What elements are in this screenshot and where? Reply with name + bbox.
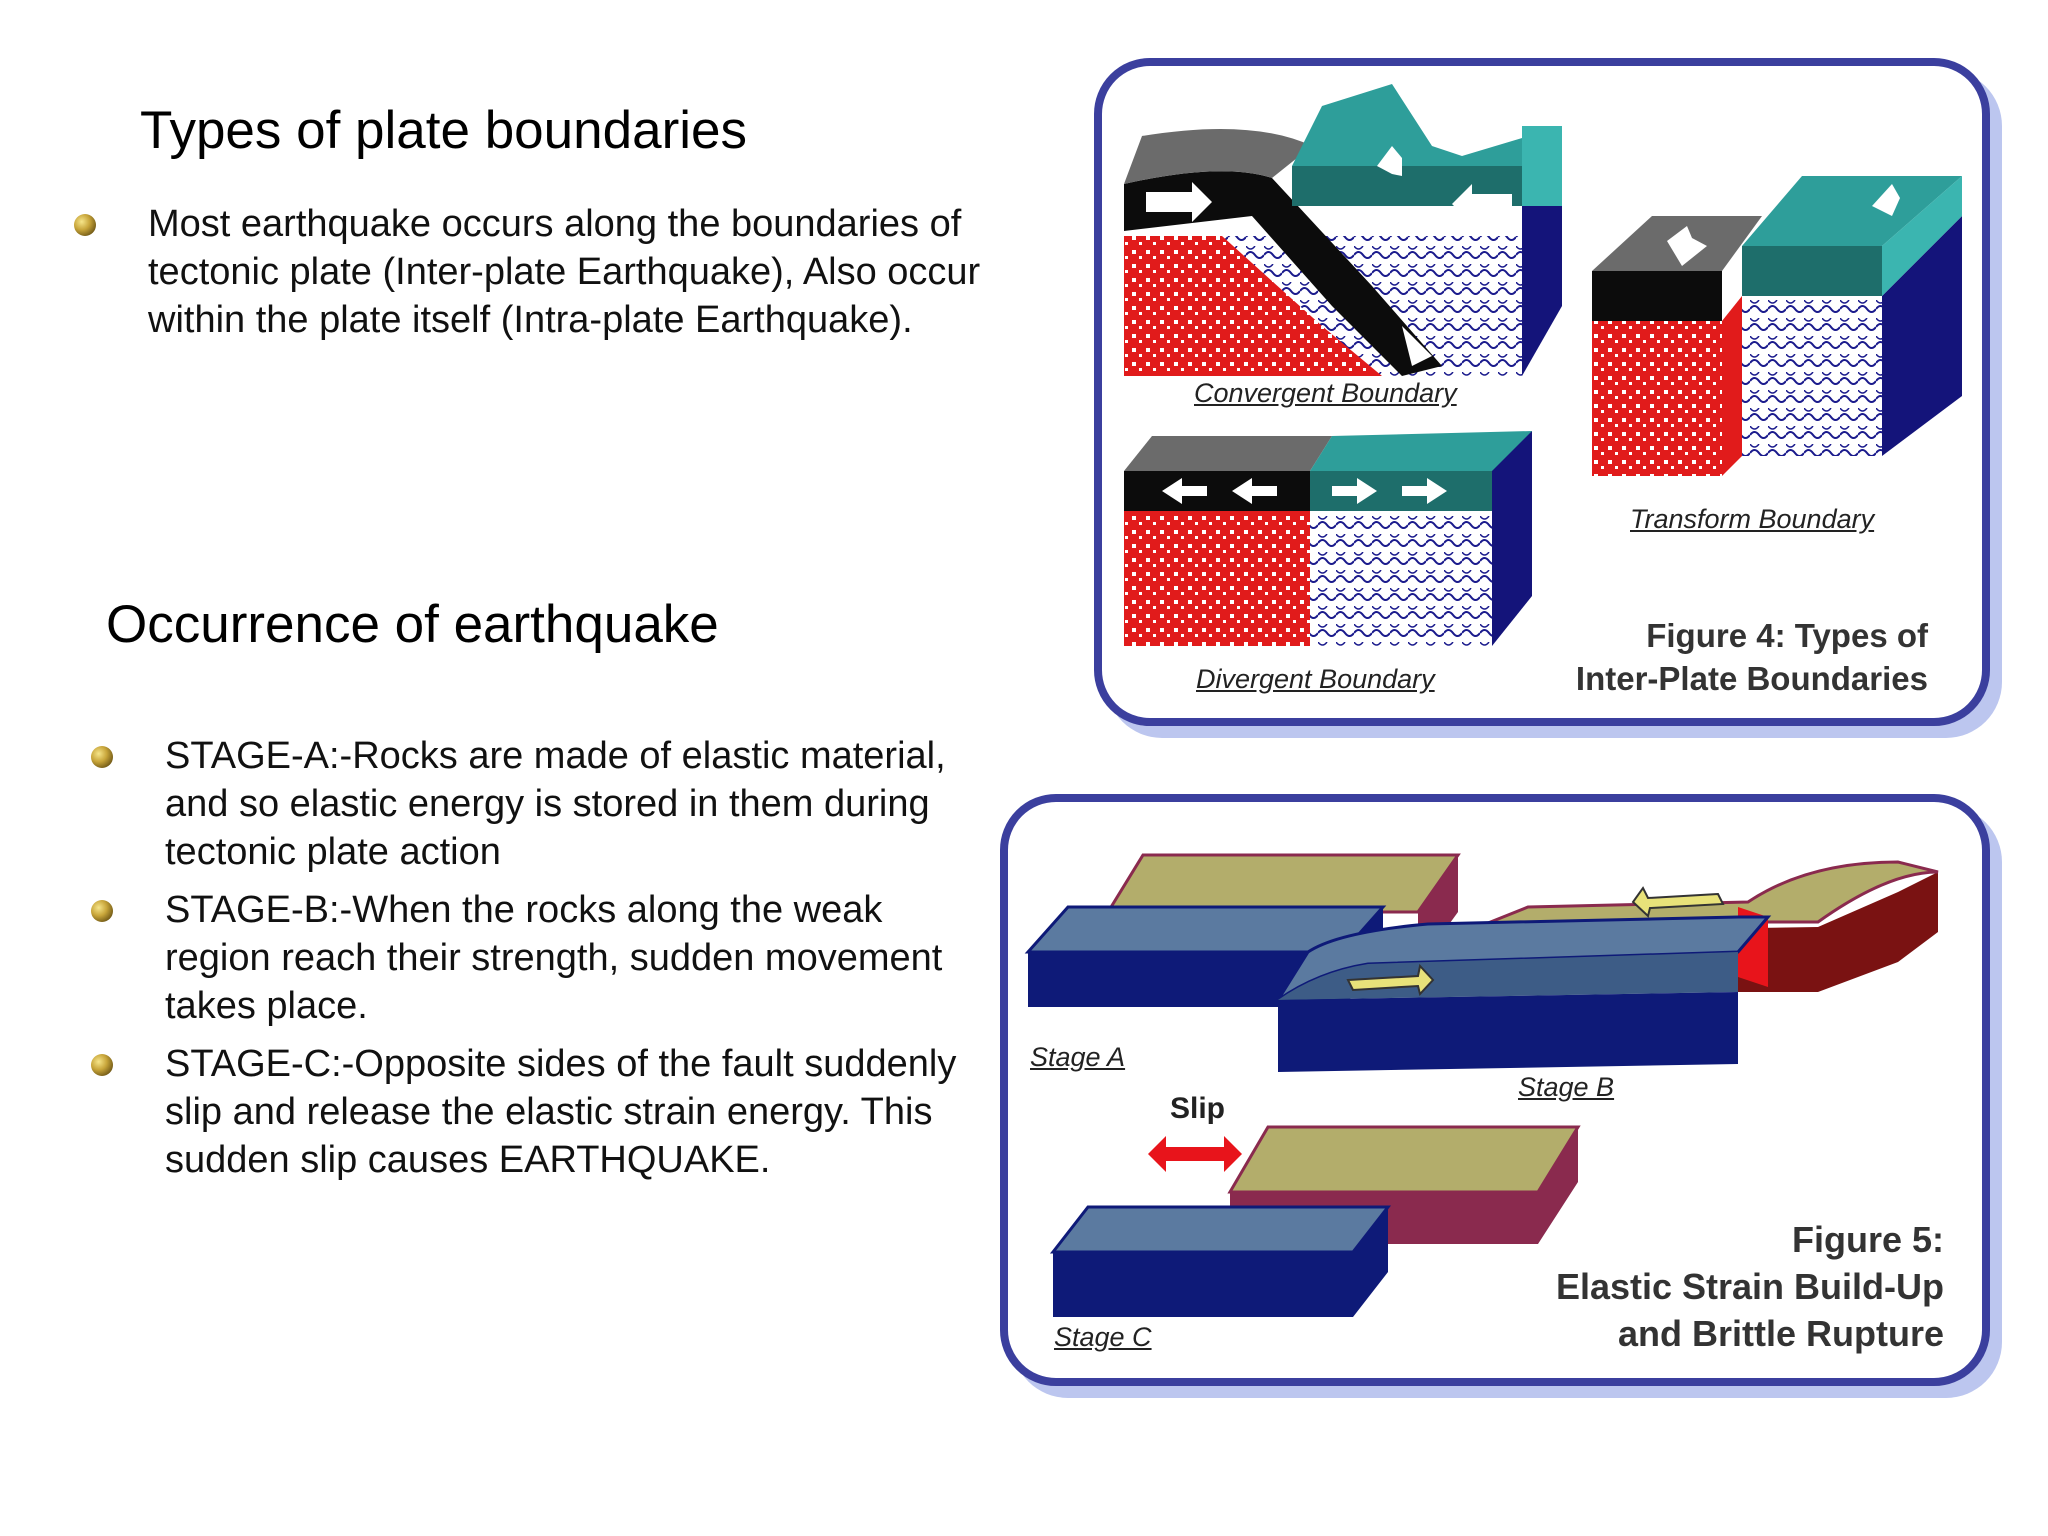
plate-boundaries-bullet-list <box>148 200 1028 354</box>
bullet-item <box>165 1040 965 1184</box>
label-stage-b: Stage B <box>1518 1072 1615 1102</box>
label-stage-a: Stage A <box>1030 1042 1126 1072</box>
slip-arrow-icon <box>1148 1136 1242 1172</box>
figure-4-caption <box>1576 614 1928 700</box>
transform-boundary-diagram <box>1592 176 1962 476</box>
figure-5-elastic-strain <box>1000 794 1990 1386</box>
section-title-occurrence: Occurrence of earthquake <box>106 595 719 654</box>
label-convergent-boundary: Convergent Boundary <box>1194 378 1457 408</box>
label-transform-boundary: Transform Boundary <box>1630 504 1875 534</box>
bullet-item <box>148 200 1028 344</box>
bullet-text-stage-a: STAGE-A:-Rocks are made of elastic material, and so elastic energy is stored in them during tectonic plate action <box>165 735 946 873</box>
bullet-item <box>165 886 965 1030</box>
bullet-icon <box>91 900 113 922</box>
bullet-text-stage-b: STAGE-B:-When the rocks along the weak region reach their strength, sudden movement takes place. <box>165 889 943 1027</box>
stage-c-blocks <box>1053 1127 1578 1317</box>
bullet-icon <box>91 1054 113 1076</box>
divergent-boundary-diagram <box>1124 431 1532 646</box>
bullet-icon <box>91 746 113 768</box>
label-stage-c: Stage C <box>1054 1322 1152 1352</box>
label-slip: Slip <box>1170 1092 1226 1125</box>
figure-5-caption-line-1: Figure 5: <box>1791 1219 1944 1260</box>
figure-4-caption-line-2: Inter-Plate Boundaries <box>1575 660 1928 697</box>
bullet-item <box>165 732 965 876</box>
section-title-plate-boundaries: Types of plate boundaries <box>140 101 747 160</box>
label-divergent-boundary: Divergent Boundary <box>1196 664 1435 694</box>
figure-4-caption-line-1: Figure 4: Types of <box>1646 617 1928 654</box>
figure-5-caption-line-3: and Brittle Rupture <box>1617 1313 1944 1354</box>
figure-4-plate-boundaries <box>1094 58 1990 726</box>
bullet-text: Most earthquake occurs along the boundaries of tectonic plate (Inter-plate Earthquake), Also occur within the plate itself (Intra-plate Earthquake). <box>148 203 981 341</box>
bullet-icon <box>74 214 96 236</box>
figure-5-caption <box>1556 1216 1944 1357</box>
convergent-boundary-diagram <box>1124 84 1562 376</box>
figure-5-caption-line-2: Elastic Strain Build-Up <box>1555 1266 1944 1307</box>
occurrence-bullet-list <box>165 732 965 1194</box>
bullet-text-stage-c: STAGE-C:-Opposite sides of the fault suddenly slip and release the elastic strain energy. This sudden slip causes EARTHQUAKE. <box>165 1043 957 1181</box>
